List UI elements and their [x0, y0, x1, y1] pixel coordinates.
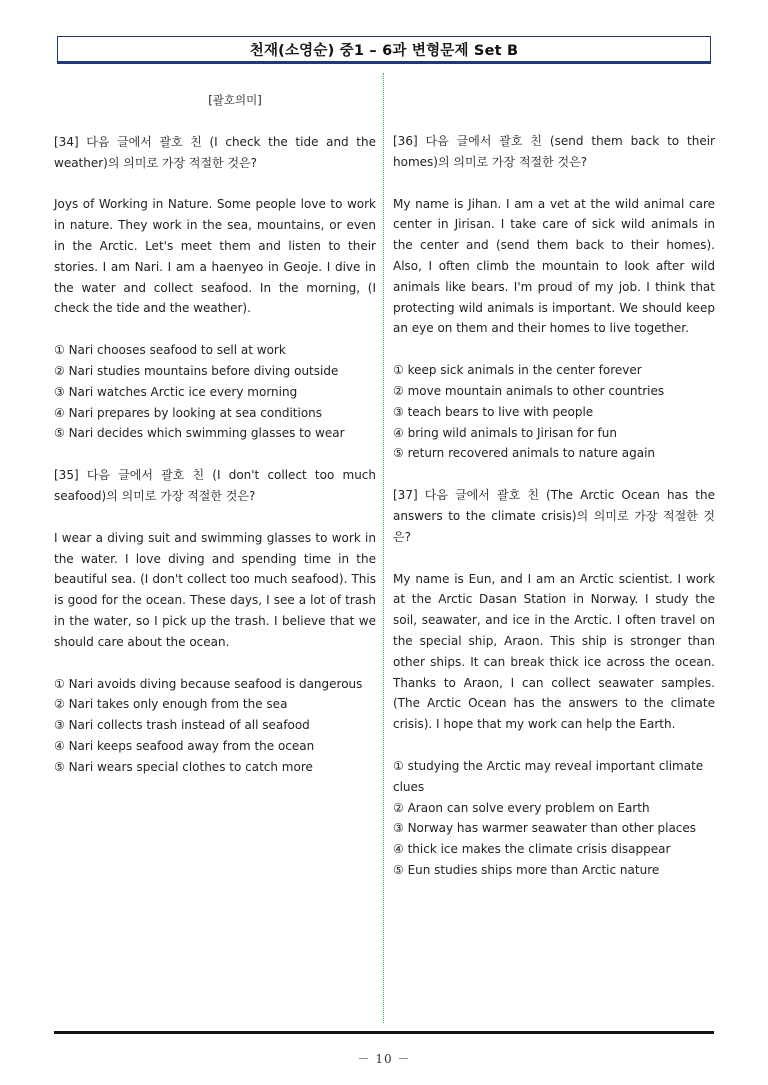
choice-4: ④ thick ice makes the climate crisis disappear [393, 842, 671, 857]
choice-1: ① keep sick animals in the center forever [393, 363, 642, 378]
choice-4: ④ Nari prepares by looking at sea conditions [54, 405, 323, 420]
section-label: [괄호의미] [208, 93, 262, 107]
choice-4: ④ bring wild animals to Jirisan for fun [393, 425, 617, 440]
question-36 [393, 131, 715, 464]
column-divider [383, 73, 384, 1023]
choice-5: ⑤ return recovered animals to nature again [393, 446, 656, 461]
answer-choices [393, 360, 715, 464]
question-prompt: [34] 다음 글에서 괄호 친 (I check the tide and the weather)의 의미로 가장 적절한 것은? [54, 134, 376, 170]
choice-1: ① Nari avoids diving because seafood is dangerous [54, 676, 363, 691]
choice-5: ⑤ Nari wears special clothes to catch more [54, 759, 313, 774]
choice-2: ② move mountain animals to other countries [393, 383, 665, 398]
choice-3: ③ teach bears to live with people [393, 404, 594, 419]
question-37 [393, 485, 715, 881]
answer-choices [393, 756, 715, 881]
question-passage: Joys of Working in Nature. Some people love to work in nature. They work in the sea, mountains, or even in the Arctic. Let's meet them and listen to their stories. I am Nari. I am a haenyeo in Geoje. I dive in the water and collect seafood. In the morning, (I check the tide and the weather). [54, 197, 376, 316]
question-35 [54, 465, 376, 777]
choice-2: ② Araon can solve every problem on Earth [393, 800, 650, 815]
choice-5: ⑤ Eun studies ships more than Arctic nature [393, 862, 660, 877]
choice-2: ② Nari studies mountains before diving outside [54, 363, 339, 378]
page-title: 천재(소영순) 중1 – 6과 변형문제 Set B [57, 36, 711, 64]
question-passage: My name is Jihan. I am a vet at the wild animal care center in Jirisan. I take care of sick wild animals in the center and (send them back to their homes). Also, I often climb the mountain to look after wild animals like bears. I'm proud of my job. I think that protecting wild animals is important. We should keep an eye on them and their homes to live together. [393, 196, 715, 336]
choice-1: ① studying the Arctic may reveal important climate clues [393, 758, 704, 794]
choice-1: ① Nari chooses seafood to sell at work [54, 343, 286, 358]
choice-3: ③ Norway has warmer seawater than other places [393, 821, 697, 836]
question-prompt: [35] 다음 글에서 괄호 친 (I don't collect too much seafood)의 의미로 가장 적절한 것은? [54, 468, 376, 503]
choice-3: ③ Nari collects trash instead of all seafood [54, 718, 310, 733]
question-34 [54, 132, 376, 444]
answer-choices [54, 674, 376, 778]
right-column [393, 131, 715, 881]
question-passage: I wear a diving suit and swimming glasses to work in the water. I love diving and spending time in the beautiful sea. (I don't collect too much seafood). This is good for the ocean. These days, I see a lot of trash in the water, so I pick up the trash. I believe that we should care about the ocean. [54, 530, 376, 649]
question-prompt: [37] 다음 글에서 괄호 친 (The Arctic Ocean has the answers to the climate crisis)의 의미로 가장 적절한 것은? [393, 488, 715, 544]
question-prompt: [36] 다음 글에서 괄호 친 (send them back to their homes)의 의미로 가장 적절한 것은? [393, 134, 715, 169]
answer-choices [54, 340, 376, 444]
left-column [54, 90, 376, 778]
choice-3: ③ Nari watches Arctic ice every morning [54, 384, 298, 399]
question-passage: My name is Eun, and I am an Arctic scientist. I work at the Arctic Dasan Station in Norway. I study the soil, seawater, and ice in the Arctic. I often travel on the special ship, Araon. This ship is stronger than other ships. It can break thick ice across the ocean. Thanks to Araon, I can collect seawater samples. (The Arctic Ocean has the answers to the climate crisis). I hope that my work can help the Earth. [393, 571, 715, 732]
choice-5: ⑤ Nari decides which swimming glasses to wear [54, 426, 345, 441]
choice-2: ② Nari takes only enough from the sea [54, 697, 288, 712]
choice-4: ④ Nari keeps seafood away from the ocean [54, 738, 315, 753]
page-number: － 10 － [357, 1052, 411, 1066]
footer-rule [54, 1031, 714, 1034]
